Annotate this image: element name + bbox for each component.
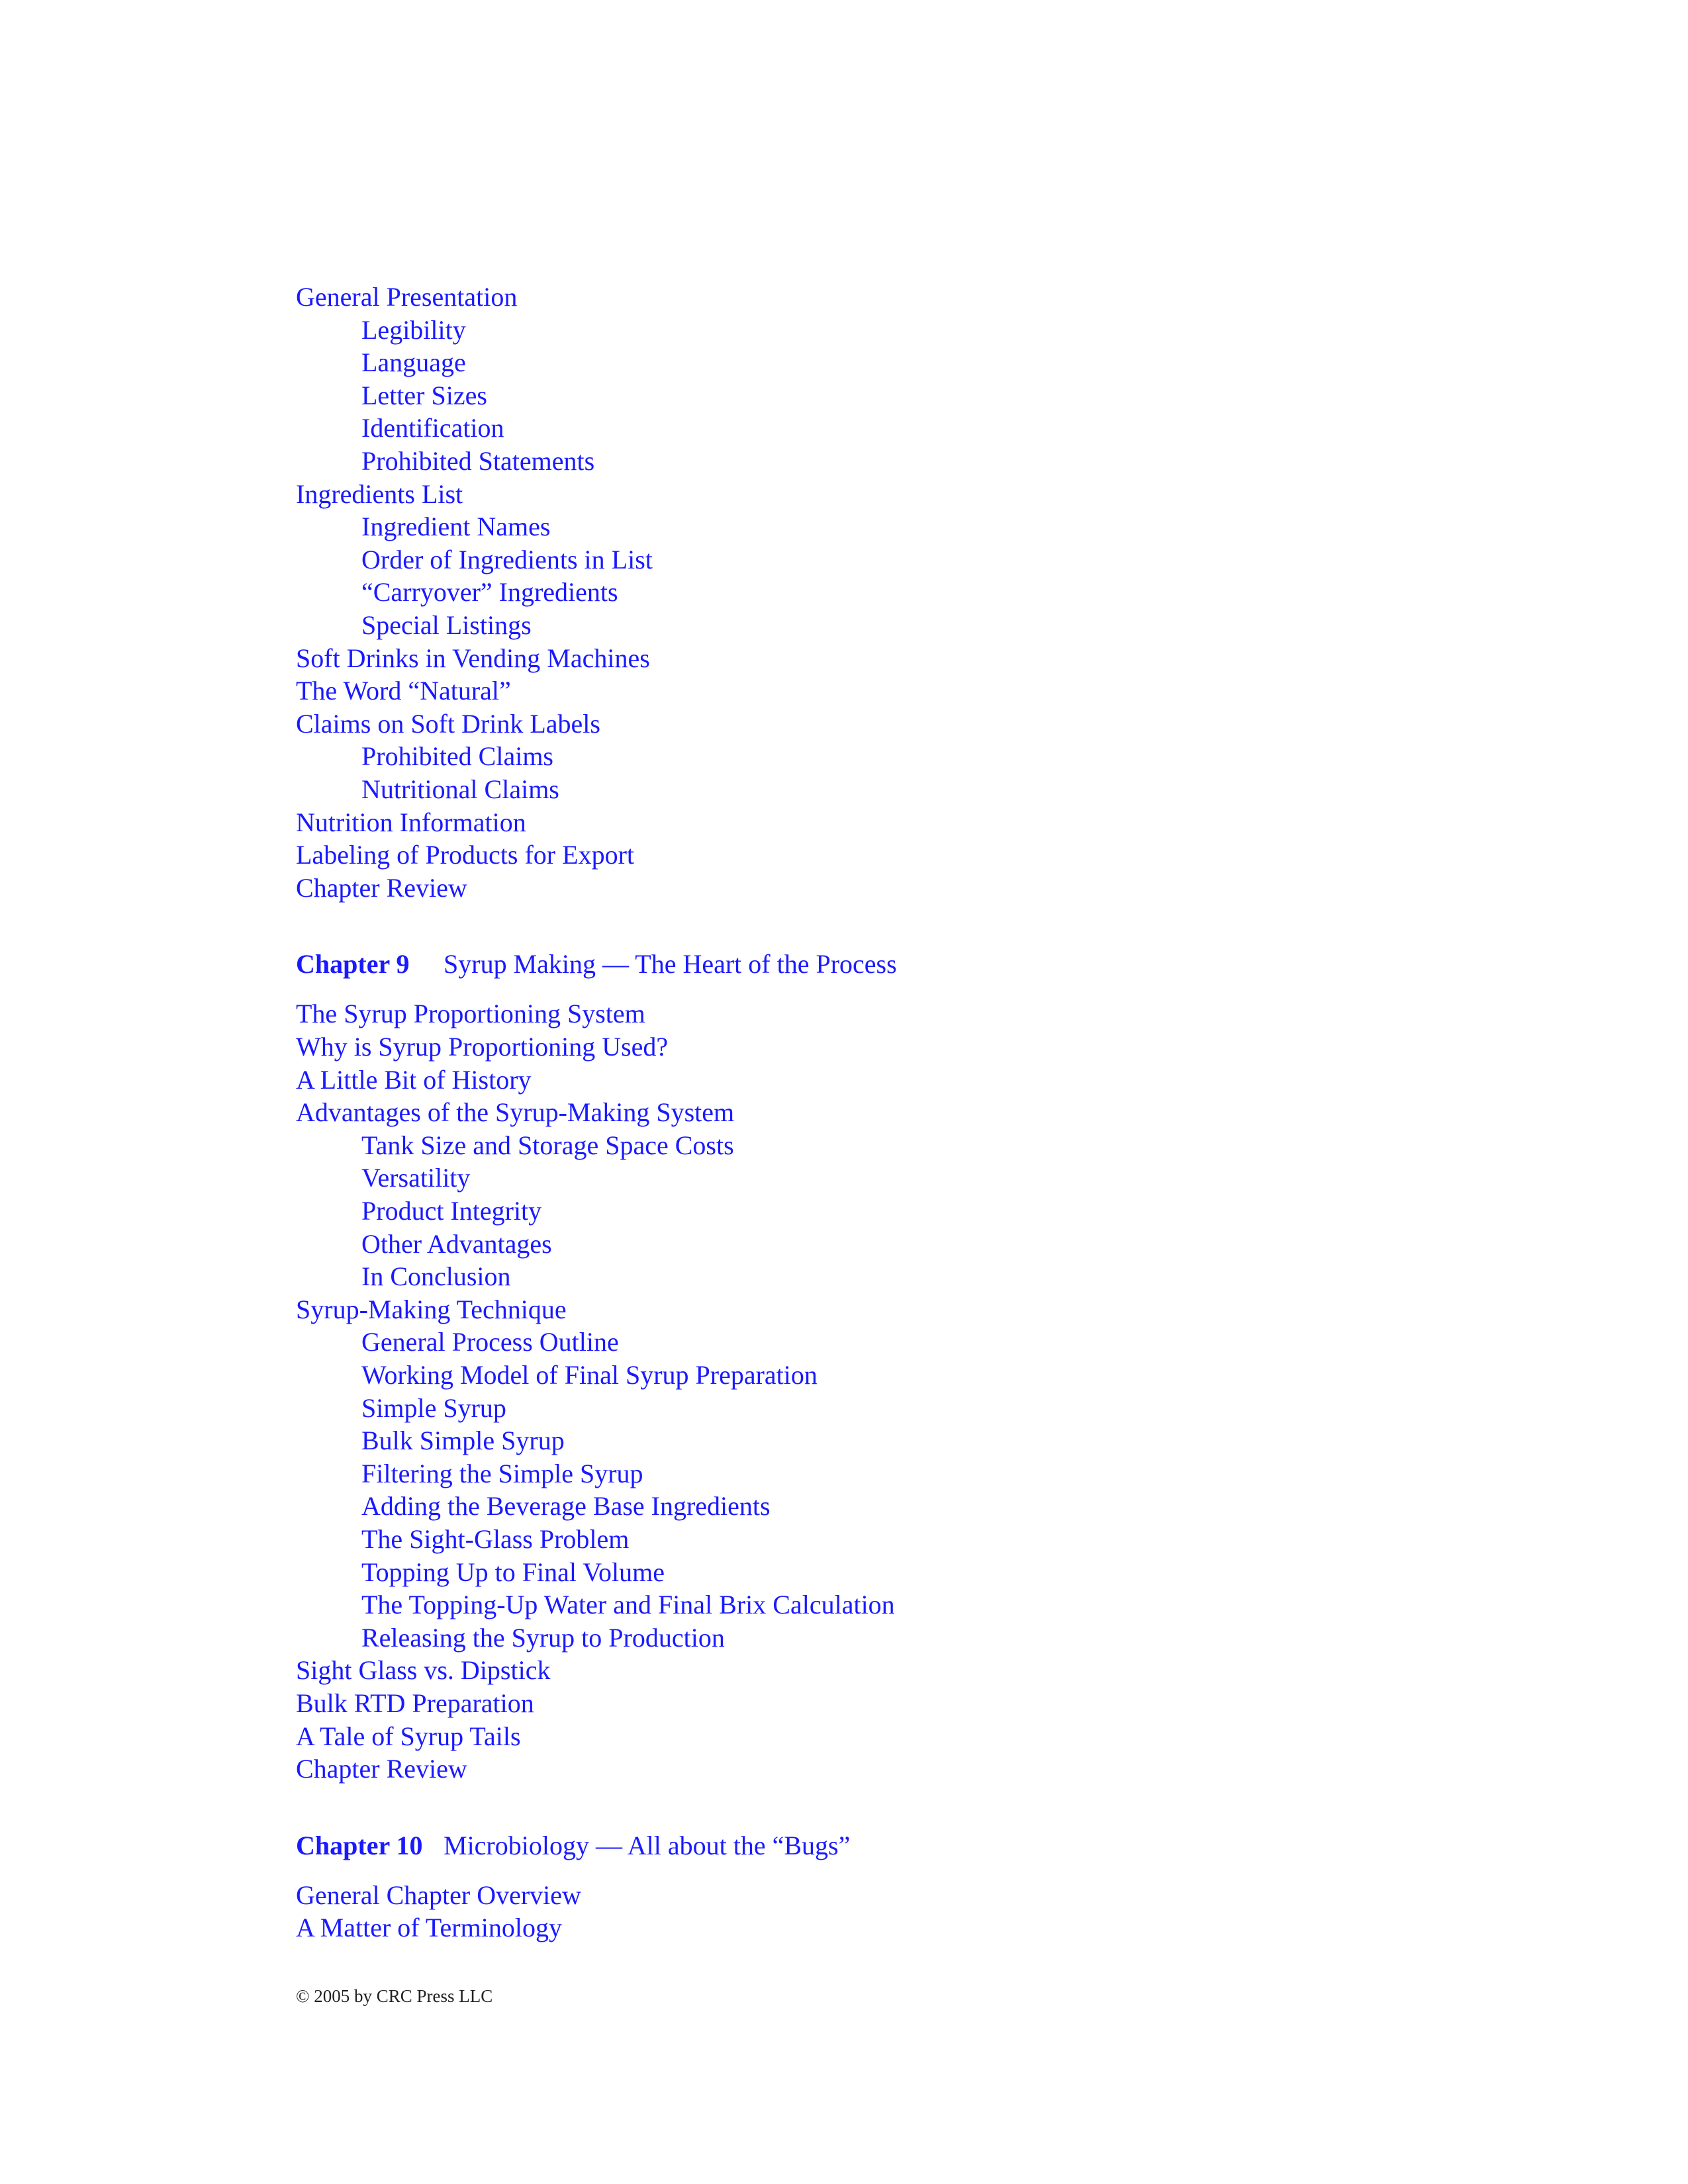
toc-subsection-link[interactable]: Special Listings [361, 610, 532, 640]
toc-subsection-link[interactable]: Product Integrity [361, 1196, 542, 1226]
toc-subsection-link[interactable]: Ingredient Names [361, 512, 551, 541]
toc-subsection-link[interactable]: Prohibited Statements [361, 446, 595, 476]
toc-subsection-link[interactable]: Topping Up to Final Volume [361, 1557, 665, 1587]
toc-section-link[interactable]: A Tale of Syrup Tails [296, 1721, 521, 1751]
toc-subsection-link[interactable]: Versatility [361, 1163, 471, 1193]
toc-section-link[interactable]: Nutrition Information [296, 807, 526, 837]
toc-section-link[interactable]: Advantages of the Syrup-Making System [296, 1097, 735, 1127]
toc-subsection-link[interactable]: General Process Outline [361, 1327, 619, 1357]
toc-section-link[interactable]: Soft Drinks in Vending Machines [296, 643, 650, 673]
toc-section-link[interactable]: General Chapter Overview [296, 1880, 581, 1910]
toc-section-link[interactable]: Labeling of Products for Export [296, 840, 634, 870]
toc-subsection-link[interactable]: The Topping-Up Water and Final Brix Calculation [361, 1590, 895, 1619]
chapter-title-link[interactable]: Syrup Making — The Heart of the Process [444, 949, 897, 979]
chapter-heading [296, 948, 897, 980]
toc-section-link[interactable]: Sight Glass vs. Dipstick [296, 1655, 551, 1685]
chapter-number-link[interactable]: Chapter 9 [296, 949, 410, 979]
toc-section-link[interactable]: A Matter of Terminology [296, 1913, 562, 1942]
chapter-number-link[interactable]: Chapter 10 [296, 1831, 423, 1860]
toc-section-link[interactable]: A Little Bit of History [296, 1065, 532, 1095]
copyright-notice: © 2005 by CRC Press LLC [296, 1986, 493, 2006]
toc-subsection-link[interactable]: Legibility [361, 315, 466, 345]
toc-subsection-link[interactable]: Working Model of Final Syrup Preparation [361, 1360, 818, 1390]
toc-subsection-link[interactable]: “Carryover” Ingredients [361, 577, 618, 607]
toc-subsection-link[interactable]: Bulk Simple Syrup [361, 1426, 565, 1455]
toc-subsection-link[interactable]: Identification [361, 413, 504, 443]
toc-subsection-link[interactable]: Other Advantages [361, 1229, 552, 1259]
toc-subsection-link[interactable]: Tank Size and Storage Space Costs [361, 1130, 734, 1160]
toc-section-link[interactable]: Claims on Soft Drink Labels [296, 709, 600, 739]
toc-subsection-link[interactable]: Releasing the Syrup to Production [361, 1623, 725, 1653]
toc-subsection-link[interactable]: Prohibited Claims [361, 741, 553, 771]
toc-section-link[interactable]: The Syrup Proportioning System [296, 999, 645, 1028]
toc-subsection-link[interactable]: Nutritional Claims [361, 774, 559, 804]
toc-subsection-link[interactable]: Simple Syrup [361, 1393, 506, 1423]
toc-subsection-link[interactable]: In Conclusion [361, 1261, 511, 1291]
toc-section-link[interactable]: Ingredients List [296, 479, 463, 509]
toc-subsection-link[interactable]: The Sight-Glass Problem [361, 1524, 630, 1554]
toc-subsection-link[interactable]: Adding the Beverage Base Ingredients [361, 1491, 771, 1521]
toc-section-link[interactable]: Chapter Review [296, 873, 467, 903]
toc-section-link[interactable]: Bulk RTD Preparation [296, 1688, 534, 1718]
chapter-heading [296, 1830, 851, 1862]
toc-subsection-link[interactable]: Order of Ingredients in List [361, 545, 653, 574]
toc-section-link[interactable]: The Word “Natural” [296, 676, 511, 705]
chapter-title-link[interactable]: Microbiology — All about the “Bugs” [444, 1831, 851, 1860]
toc-section-link[interactable]: General Presentation [296, 282, 518, 312]
toc-section-link[interactable]: Chapter Review [296, 1754, 467, 1784]
toc-subsection-link[interactable]: Filtering the Simple Syrup [361, 1459, 643, 1488]
toc-section-link[interactable]: Syrup-Making Technique [296, 1295, 567, 1324]
toc-subsection-link[interactable]: Letter Sizes [361, 381, 487, 410]
toc-section-link[interactable]: Why is Syrup Proportioning Used? [296, 1032, 669, 1062]
toc-subsection-link[interactable]: Language [361, 347, 466, 377]
